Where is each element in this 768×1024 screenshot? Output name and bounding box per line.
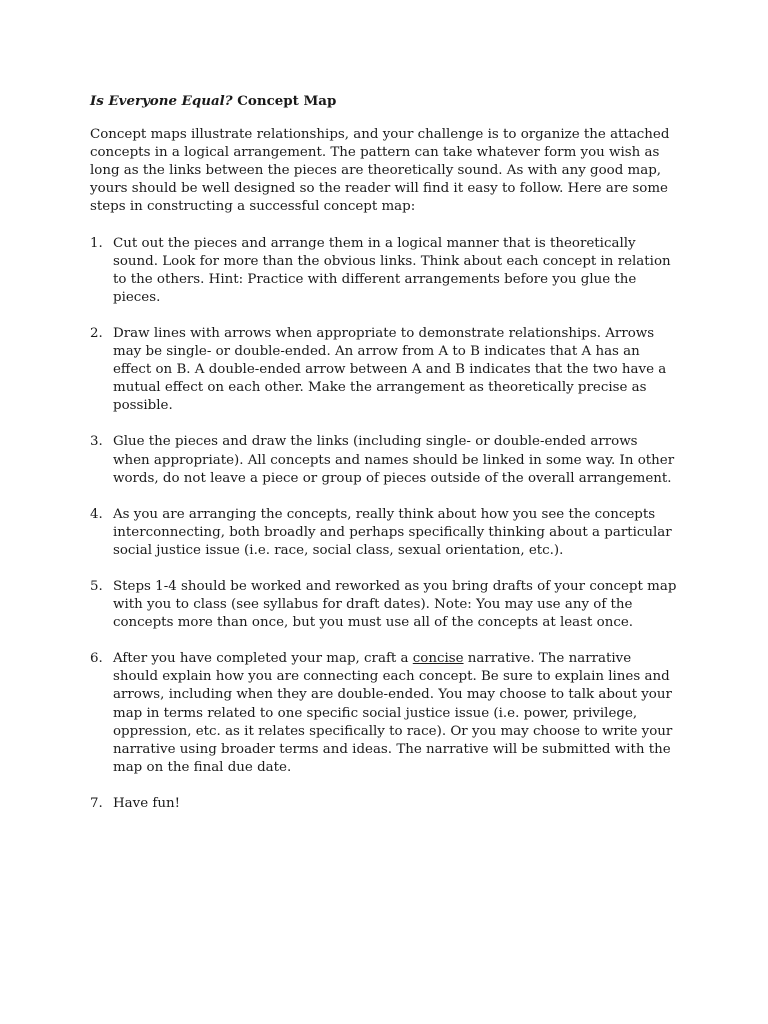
step-number: 3. — [90, 434, 103, 450]
step-text-underlined: concise — [412, 651, 464, 667]
step-item — [90, 650, 678, 777]
step-number: 6. — [90, 651, 103, 667]
step-number: 5. — [90, 578, 103, 594]
step-item — [90, 433, 678, 487]
step-item — [90, 235, 678, 307]
step-number: 7. — [90, 795, 103, 811]
document-title — [90, 92, 678, 110]
step-number: 2. — [90, 325, 103, 341]
step-text: Steps 1-4 should be worked and reworked as you bring drafts of your concept map with you to class (see syllabus for draft dates). Note: You may use any of the concepts more than once, but you must use all of the concepts at least once. — [113, 578, 677, 631]
step-item — [90, 578, 678, 632]
title-italic: Is Everyone Equal? — [90, 93, 233, 109]
step-text-before: After you have completed your map, craft a — [113, 651, 413, 667]
step-text: Draw lines with arrows when appropriate to demonstrate relationships. Arrows may be single- or double-ended. An arrow from A to B indicates that A has an effect on B. A double-ended arrow between A and B indicates that the two have a mutual effect on each other. Make the arrangement as theoretically precise as possible. — [113, 325, 667, 414]
step-item — [90, 795, 678, 813]
step-number: 4. — [90, 506, 103, 522]
step-item — [90, 325, 678, 415]
step-item — [90, 506, 678, 560]
step-text: Cut out the pieces and arrange them in a logical manner that is theoretically sound. Look for more than the obvious links. Think about each concept in relation to the others. Hint: Practice with different arrangements before you glue the pieces. — [113, 235, 671, 305]
step-text: Have fun! — [113, 795, 180, 811]
step-text: As you are arranging the concepts, really think about how you see the concepts interconnecting, both broadly and perhaps specifically thinking about a particular social justice issue (i.e. race, social class, sexual orientation, etc.). — [113, 506, 672, 558]
title-rest: Concept Map — [232, 93, 337, 109]
step-number: 1. — [90, 235, 103, 251]
step-text: Glue the pieces and draw the links (including single- or double-ended arrows when appropriate). All concepts and names should be linked in some way. In other words, do not leave a piece or group of pieces outside of the overall arrangement. — [113, 434, 675, 486]
intro-paragraph: Concept maps illustrate relationships, and your challenge is to organize the attached concepts in a logical arrangement. The pattern can take whatever form you wish as long as the links between the pieces are theoretically sound. As with any good map, yours should be well designed so the reader will find it easy to follow. Here are some steps in constructing a successful concept map: — [90, 127, 670, 215]
step-text-after: narrative. The narrative should explain how you are connecting each concept. Be sure to explain lines and arrows, including when they are double-ended. You may choose to talk about your map in terms related to one specific social justice issue (i.e. power, privilege, oppression, etc. as it relates specifically to race). Or you may choose to write your narrative using broader terms and ideas. The narrative will be submitted with the map on the final due date. — [113, 651, 673, 775]
steps-list — [90, 235, 678, 813]
